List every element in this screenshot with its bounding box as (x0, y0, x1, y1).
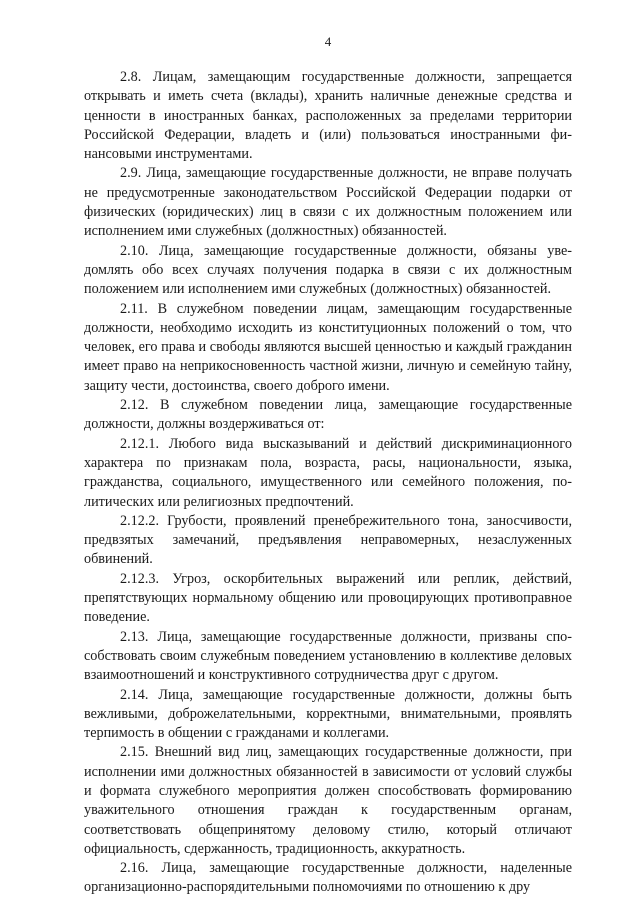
paragraph-2-12-2: 2.12.2. Грубости, проявлений пренебрежительного тона, заносчивости, предвзятых замечаний, предъявления неправомерных, незаслуженных обвинений. (84, 512, 572, 568)
paragraph-2-8: 2.8. Лицам, замещающим государственные должности, запрещается открывать и иметь счета (вклады), хранить наличные денежные средства и ценности в иностранных банках, расположенных за пределами территории Российской Федерации, владеть и (или) пользоваться иностранными финансовыми инструментами. (84, 69, 572, 163)
paragraph-2-15: 2.15. Внешний вид лиц, замещающих государственные должности, при исполнении ими должностных обязанностей в зависимости от условий службы и формата служебного мероприятия должен способствовать формированию уважительного отношения граждан к государственным органам, соответствовать общепринятому деловому стилю, который отличают официальность, сдержанность, традиционность, аккуратность. (84, 744, 572, 857)
paragraph-2-12-1: 2.12.1. Любого вида высказываний и действий дискриминационного характера по признакам пола, возраста, расы, национальности, языка, гражданства, социального, имущественного или семейного положения, политических или религиозных предпочтений. (84, 435, 572, 510)
paragraph-2-9: 2.9. Лица, замещающие государственные должности, не вправе получать не предусмотренные законодательством Российской Федерации подарки от физических (юридических) лиц в связи с их должностным положением или исполнением ими служебных (должностных) обязанностей. (84, 165, 572, 240)
paragraph-2-12: 2.12. В служебном поведении лица, замещающие государственные должности, должны воздерживаться от: (84, 397, 572, 433)
page-number: 4 (324, 34, 332, 49)
paragraph-2-11: 2.11. В служебном поведении лицам, замещающим государственные должности, необходимо исходить из конституционных положений о том, что человек, его права и свободы являются высшей ценностью и каждый гражданин имеет право на неприкосновенность частной жизни, личную и семейную тайну, защиту чести, достоинства, своего доброго имени. (84, 300, 572, 394)
paragraph-2-12-3: 2.12.3. Угроз, оскорбительных выражений или реплик, действий, препятствующих нормальному общению или провоцирующих противоправное поведение. (84, 570, 572, 626)
paragraph-2-10: 2.10. Лица, замещающие государственные должности, обязаны уведомлять обо всех случаях получения подарка в связи с их должностным положением или исполнением ими служебных (должностных) обязанностей. (84, 242, 572, 298)
paragraph-2-14: 2.14. Лица, замещающие государственные должности, должны быть вежливыми, доброжелательными, корректными, внимательными, проявлять терпимость в общении с гражданами и коллегами. (84, 686, 572, 742)
paragraph-2-13: 2.13. Лица, замещающие государственные должности, призваны способствовать своим служебным поведением установлению в коллективе деловых взаимоотношений и конструктивного сотрудничества друг с другом. (84, 628, 572, 684)
paragraph-2-16: 2.16. Лица, замещающие государственные должности, наделенные организационно-распорядительными полномочиями по отношению к дру (84, 860, 572, 896)
